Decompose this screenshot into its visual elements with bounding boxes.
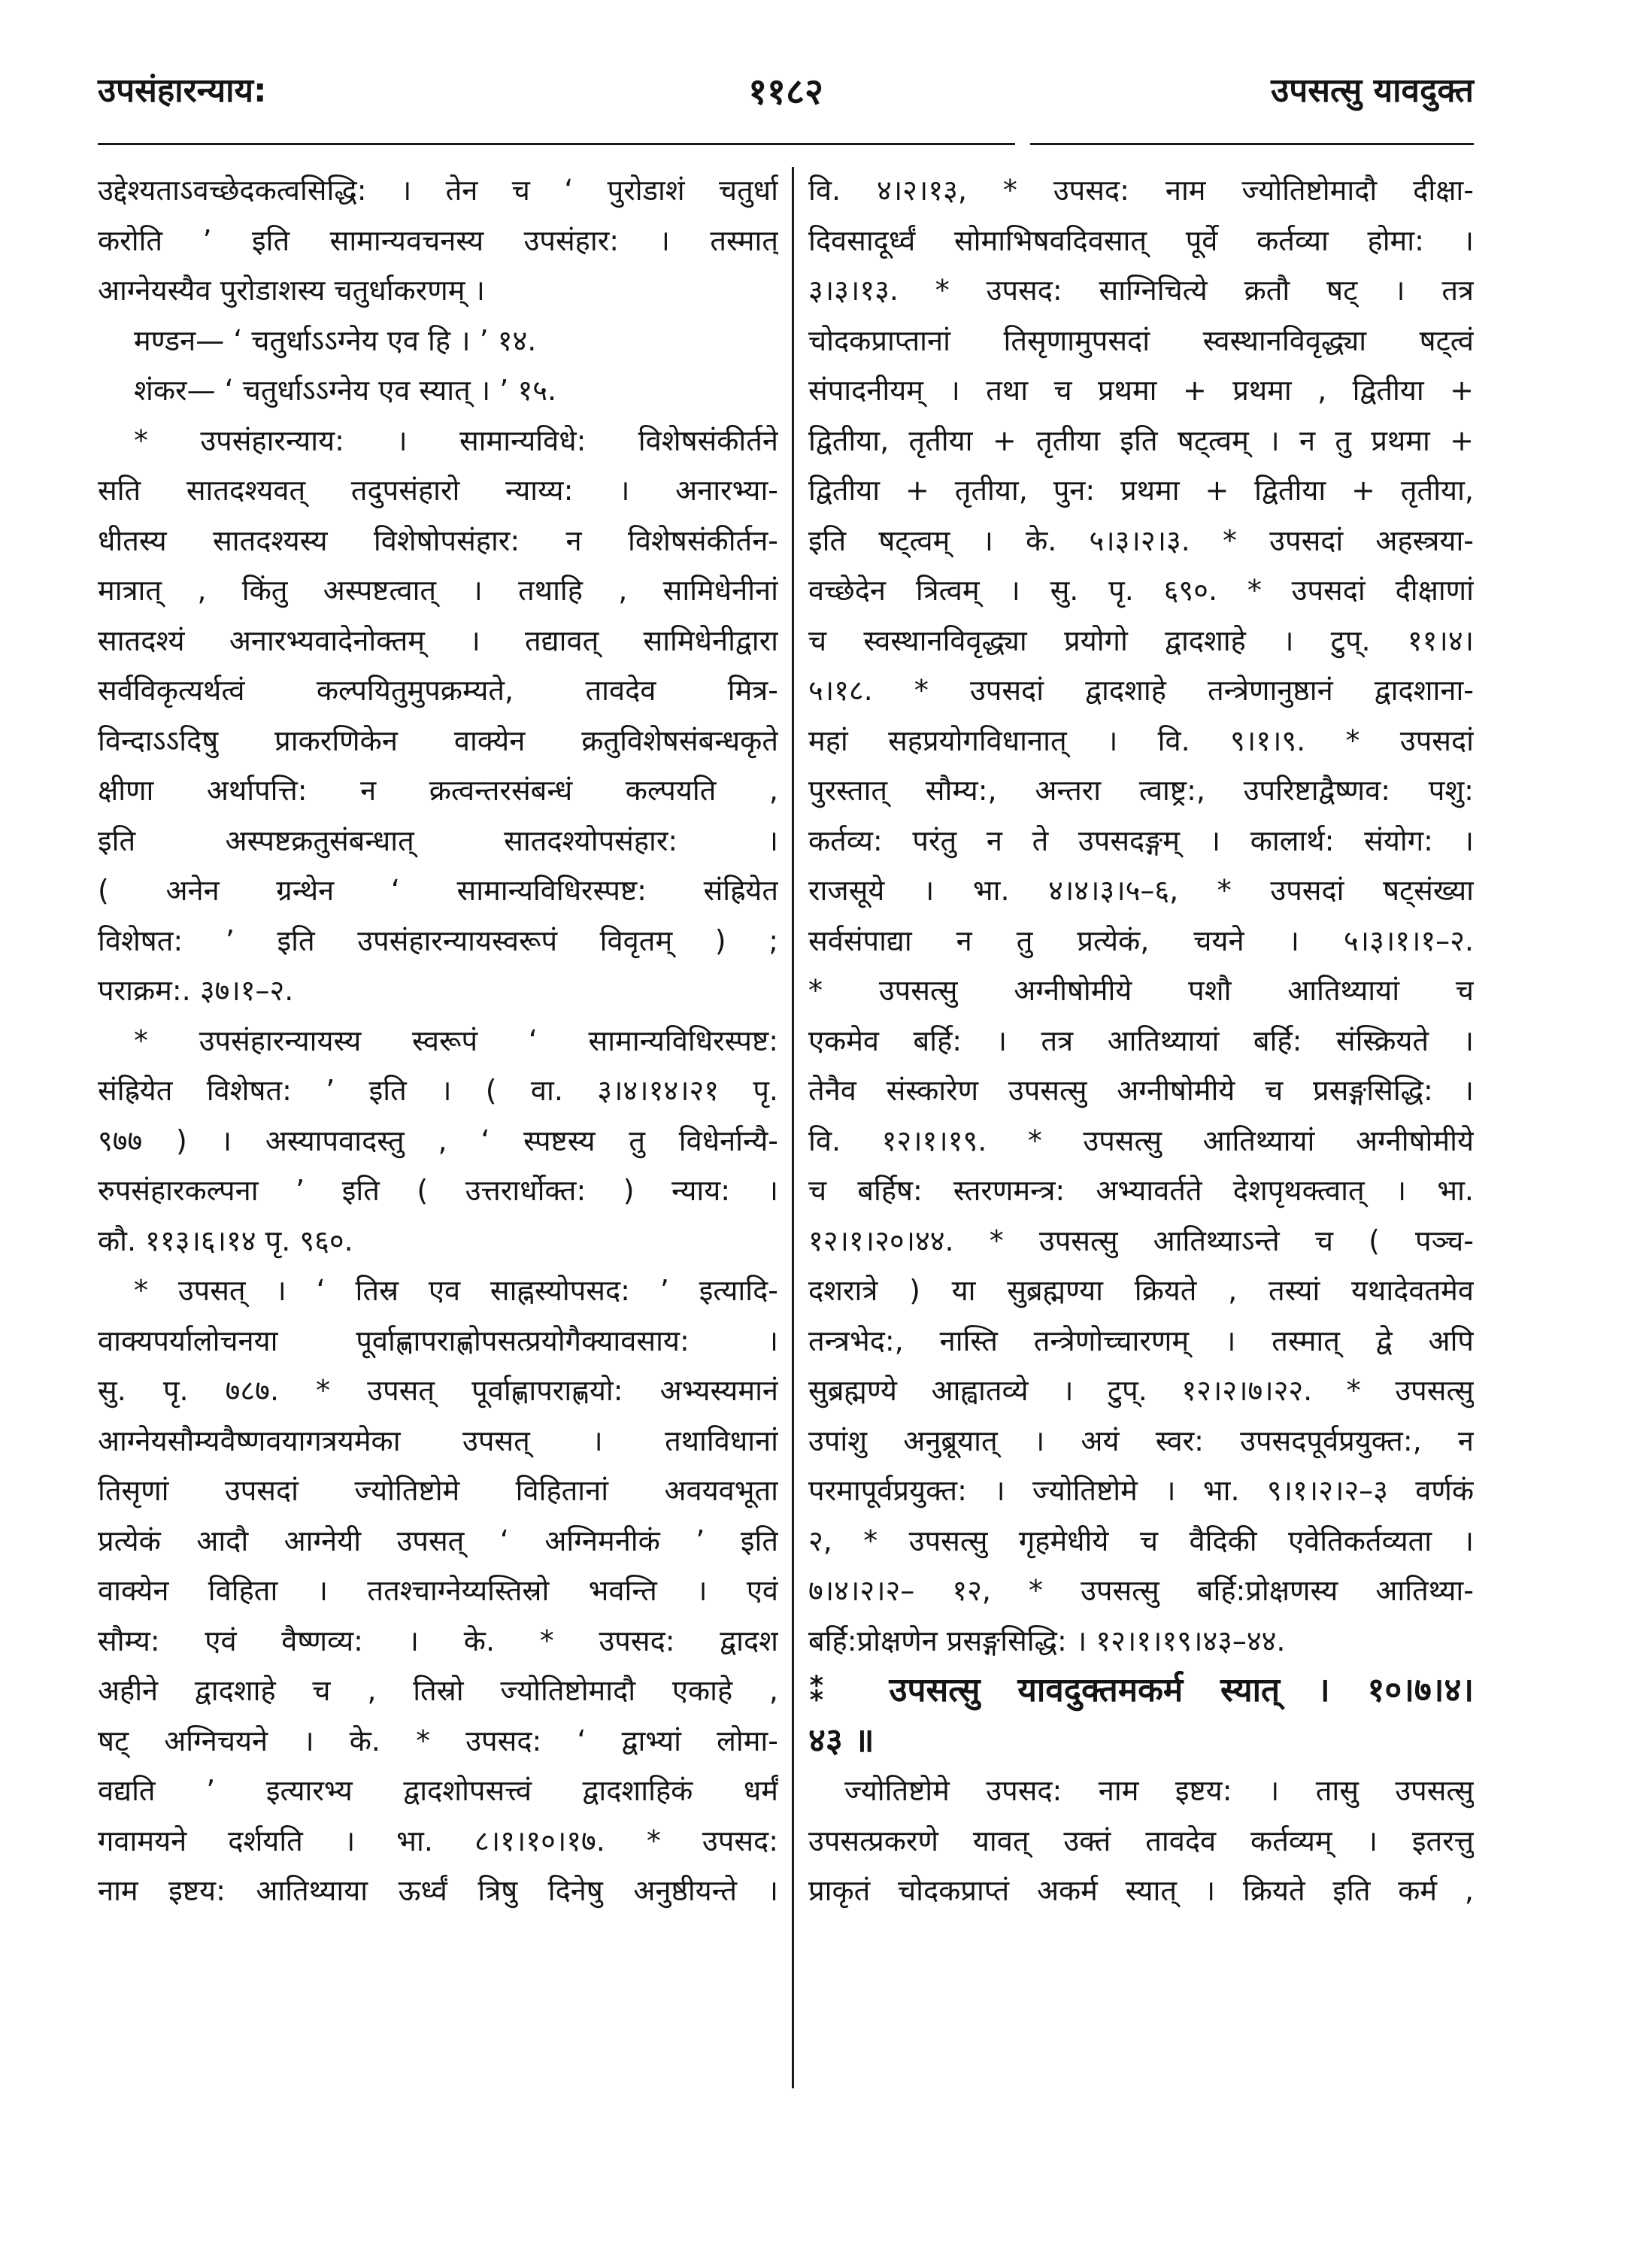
text-line: सातदश्यं अनारभ्यवादेनोक्तम् । तद्यावत् सामिधेनीद्वारा (98, 623, 778, 657)
text-line: दशरात्रे ) या सुब्रह्मण्या क्रियते , तस्यां यथादेवतमेव (808, 1274, 1474, 1307)
text-line: चोदकप्राप्तानां तिसृणामुपसदां स्वस्थानविवृद्ध्या षट्त्वं (808, 323, 1474, 357)
text-line: च स्वस्थानविवृद्ध्या प्रयोगो द्वादशाहे । टुप्. ११।४। (808, 623, 1474, 657)
text-line: ३।३।१३. * उपसद: साग्निचित्ये क्रतौ षट् । तत्र (808, 274, 1474, 307)
text-line: परमापूर्वप्रयुक्त: । ज्योतिष्टोमे । भा. ९।१।२।२–३ वर्णकं (808, 1474, 1474, 1507)
header-rule-left (98, 143, 1015, 145)
text-line: वि. ४।२।१३, * उपसद: नाम ज्योतिष्टोमादौ दीक्षा- (808, 174, 1474, 207)
text-line: प्रत्येकं आदौ आग्नेयी उपसत् ‘ अग्निमनीकं ’ इति (98, 1524, 778, 1557)
text-line: * उपसंहारन्याय: । सामान्यविधे: विशेषसंकीर्तने (134, 423, 778, 457)
text-line: सौम्य: एवं वैष्णव्य: । के. * उपसद: द्वादश (98, 1624, 778, 1657)
left-column (98, 165, 778, 2091)
text-line: वच्छेदेन त्रित्वम् । सु. पृ. ६९०. * उपसदां दीक्षाणां (808, 574, 1474, 607)
text-line: वद्यति ’ इत्यारभ्य द्वादशोपसत्त्वं द्वादशाहिकं धर्मं (98, 1774, 778, 1807)
text-line: महां सहप्रयोगविधानात् । वि. ९।१।९. * उपसदां (808, 723, 1474, 757)
text-line: मात्रात् , किंतु अस्पष्टत्वात् । तथाहि , सामिधेनीनां (98, 574, 778, 607)
text-line: अहीने द्वादशाहे च , तिस्रो ज्योतिष्टोमादौ एकाहे , (98, 1674, 778, 1707)
text-line: उपांशु अनुब्रूयात् । अयं स्वर: उपसदपूर्वप्रयुक्त:, न (808, 1424, 1474, 1457)
text-line: क्षीणा अर्थापत्ति: न क्रत्वन्तरसंबन्धं कल्पयति , (98, 774, 778, 807)
text-line: ४३ ॥ (808, 1721, 874, 1760)
text-line: कौ. ११३।६।१४ पृ. ९६०. (98, 1224, 353, 1257)
text-line: १२।१।२०।४४. * उपसत्सु आतिथ्याऽन्ते च ( पञ्च- (808, 1224, 1474, 1257)
text-line: सति सातदश्यवत् तदुपसंहारो न्याय्य: । अनारभ्या- (98, 474, 778, 507)
header-rule-right (1030, 143, 1474, 145)
text-line: इति षट्त्वम् । के. ५।३।२।३. * उपसदां अहस्त्रया- (808, 523, 1474, 557)
text-line: षट् अग्निचयने । के. * उपसद: ‘ द्वाभ्यां लोमा- (98, 1724, 778, 1757)
text-line: गवामयने दर्शयति । भा. ८।१।१०।१७. * उपसद: (98, 1824, 778, 1857)
header-left-guideword: उपसंहारन्याय: (98, 71, 267, 110)
column-divider (792, 167, 794, 2088)
text-line: ५।१८. * उपसदां द्वादशाहे तन्त्रेणानुष्ठानं द्वादशाना- (808, 674, 1474, 707)
text-line: सर्वविकृत्यर्थत्वं कल्पयितुमुपक्रम्यते, तावदेव मित्र- (98, 674, 778, 707)
text-line: करोति ’ इति सामान्यवचनस्य उपसंहार: । तस्मात् (98, 223, 778, 257)
text-line: ⁑ उपसत्सु यावदुक्तमकर्म स्यात् । १०।७।४। (808, 1671, 1474, 1709)
text-line: कर्तव्य: परंतु न ते उपसदङ्गम् । कालार्थ: संयोग: । (808, 823, 1474, 857)
text-line: पुरस्तात् सौम्य:, अन्तरा त्वाष्ट्र:, उपरिष्टाद्वैष्णव: पशु: (808, 774, 1474, 807)
text-line: वाक्येन विहिता । ततश्चाग्नेय्यस्तिस्रो भवन्ति । एवं (98, 1574, 778, 1607)
text-line: संह्रियेत विशेषत: ’ इति । ( वा. ३।४।१४।२१ पृ. (98, 1074, 778, 1107)
text-line: रुपसंहारकल्पना ’ इति ( उत्तरार्धोक्त: ) न्याय: । (98, 1174, 778, 1207)
text-line: * उपसत्सु अग्नीषोमीये पशौ आतिथ्यायां च (808, 974, 1474, 1007)
text-line: च बर्हिष: स्तरणमन्त्र: अभ्यावर्तते देशपृथक्त्वात् । भा. (808, 1174, 1474, 1207)
text-line: उद्देश्यताऽवच्छेदकत्वसिद्धि: । तेन च ‘ पुरोडाशं चतुर्धा (98, 174, 778, 207)
text-line: २, * उपसत्सु गृहमेधीये च वैदिकी एवेतिकर्तव्यता । (808, 1524, 1474, 1557)
text-line: बर्हि:प्रोक्षणेन प्रसङ्गसिद्धि: । १२।१।१९।४३–४४. (808, 1624, 1286, 1657)
right-column (808, 165, 1474, 2091)
text-line: नाम इष्टय: आतिथ्याया ऊर्ध्वं त्रिषु दिनेषु अनुष्ठीयन्ते । (98, 1874, 778, 1907)
text-line: शंकर— ‘ चतुर्धाऽऽग्नेय एव स्यात् । ’ १५. (134, 374, 557, 407)
text-line: ७।४।२।२– १२, * उपसत्सु बर्हि:प्रोक्षणस्य आतिथ्या- (808, 1574, 1474, 1607)
header-right-guideword: उपसत्सु यावदुक्त (1271, 71, 1474, 110)
text-line: वाक्यपर्यालोचनया पूर्वाह्णापराह्णोपसत्प्रयोगैक्यावसाय: । (98, 1324, 778, 1357)
text-line: धीतस्य सातदश्यस्य विशेषोपसंहार: न विशेषसंकीर्तन- (98, 523, 778, 557)
text-line: आग्नेयस्यैव पुरोडाशस्य चतुर्धाकरणम् । (98, 274, 485, 307)
text-line: एकमेव बर्हि: । तत्र आतिथ्यायां बर्हि: संस्क्रियते । (808, 1023, 1474, 1057)
text-line: आग्नेयसौम्यवैष्णवयागत्रयमेका उपसत् । तथाविधानां (98, 1424, 778, 1457)
text-line: * उपसत् । ‘ तिस्र एव साह्नस्योपसद: ’ इत्यादि- (134, 1274, 778, 1307)
text-line: ९७७ ) । अस्यापवादस्तु , ‘ स्पष्टस्य तु विधेर्नान्यै- (98, 1124, 778, 1157)
text-line: उपसत्प्रकरणे यावत् उक्तं तावदेव कर्तव्यम् । इतरत्तु (808, 1824, 1474, 1857)
text-line: ( अनेन ग्रन्थेन ‘ सामान्यविधिरस्पष्ट: संह्रियेत (98, 874, 778, 907)
text-line: इति अस्पष्टक्रतुसंबन्धात् सातदश्योपसंहार: । (98, 823, 778, 857)
text-line: * उपसंहारन्यायस्य स्वरूपं ‘ सामान्यविधिरस्पष्ट: (134, 1023, 778, 1057)
text-line: संपादनीयम् । तथा च प्रथमा + प्रथमा , द्वितीया + (808, 374, 1474, 407)
page-header (98, 66, 1474, 126)
text-line: प्राकृतं चोदकप्राप्तं अकर्म स्यात् । क्रियते इति कर्म , (808, 1874, 1474, 1907)
text-line: विन्दाऽऽदिषु प्राकरणिकेन वाक्येन क्रतुविशेषसंबन्धकृते (98, 723, 778, 757)
text-line: सु. पृ. ७८७. * उपसत् पूर्वाह्णापराह्णयो: अभ्यस्यमानं (98, 1374, 778, 1407)
text-line: राजसूये । भा. ४।४।३।५–६, * उपसदां षट्संख्या (808, 874, 1474, 907)
text-line: द्वितीया, तृतीया + तृतीया इति षट्त्वम् । न तु प्रथमा + (808, 423, 1474, 457)
text-line: ज्योतिष्टोमे उपसद: नाम इष्टय: । तासु उपसत्सु (844, 1774, 1474, 1807)
text-line: तिसृणां उपसदां ज्योतिष्टोमे विहितानां अवयवभूता (98, 1474, 778, 1507)
text-line: तन्त्रभेद:, नास्ति तन्त्रेणोच्चारणम् । तस्मात् द्वे अपि (808, 1324, 1474, 1357)
text-line: दिवसादूर्ध्वं सोमाभिषवदिवसात् पूर्वे कर्तव्या होमा: । (808, 223, 1474, 257)
page-number: ११८२ (748, 71, 823, 113)
text-line: विशेषत: ’ इति उपसंहारन्यायस्वरूपं विवृतम् ) ; (98, 923, 778, 957)
text-line: मण्डन— ‘ चतुर्धाऽऽग्नेय एव हि । ’ १४. (134, 323, 537, 357)
text-line: सुब्रह्मण्ये आह्वातव्ये । टुप्. १२।२।७।२२. * उपसत्सु (808, 1374, 1474, 1407)
text-line: द्वितीया + तृतीया, पुन: प्रथमा + द्वितीया + तृतीया, (808, 474, 1474, 507)
text-line: पराक्रम:. ३७।१–२. (98, 974, 294, 1007)
text-line: तेनैव संस्कारेण उपसत्सु अग्नीषोमीये च प्रसङ्गसिद्धि: । (808, 1074, 1474, 1107)
text-line: वि. १२।१।१९. * उपसत्सु आतिथ्यायां अग्नीषोमीये (808, 1124, 1474, 1157)
text-line: सर्वसंपाद्या न तु प्रत्येकं, चयने । ५।३।१।१–२. (808, 923, 1474, 957)
